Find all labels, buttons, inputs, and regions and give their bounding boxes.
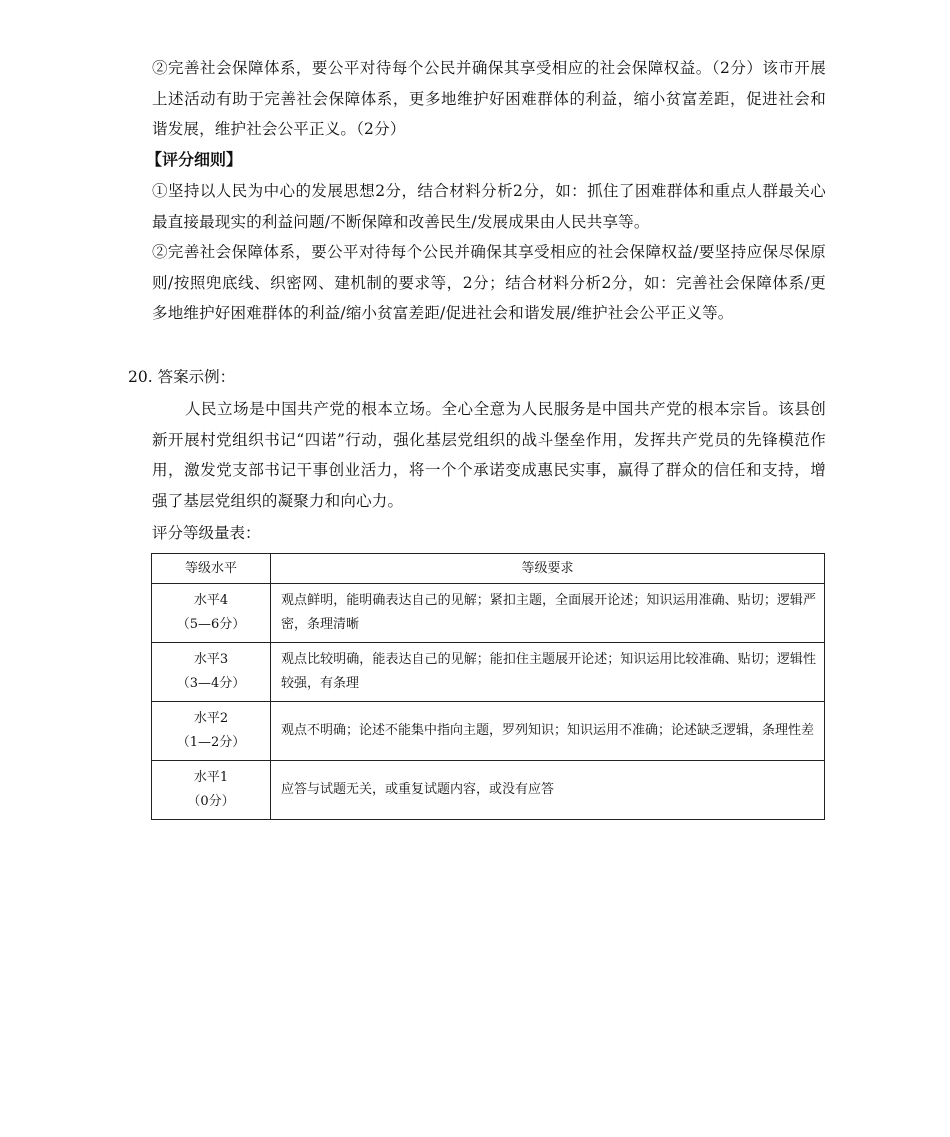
level-name: 水平1 [193,770,229,785]
level-score: （5—6分） [176,617,246,632]
answer-paragraph-2: ②完善社会保障体系，要公平对待每个公民并确保其享受相应的社会保障权益。（2分）该市开展上述活动有助于完善社会保障体系，更多地维护好困难群体的利益，缩小贫富差距，促进社会和谐发展，维护社会公平正义。（2分） [152,59,826,138]
scoring-rules-heading: 【评分细则】 [146,150,243,169]
level-score: （3—4分） [176,676,246,691]
level-cell [152,643,271,702]
scoring-rule-1: ①坚持以人民为中心的发展思想2分，结合材料分析2分，如：抓住了困难群体和重点人群最关心最直接最现实的利益问题/不断保障和改善民生/发展成果由人民共享等。 [152,182,826,231]
level-cell [152,761,271,820]
table-row [152,584,825,643]
level-cell [152,584,271,643]
header-requirement: 等级要求 [271,554,825,584]
answer-example-paragraph: 人民立场是中国共产党的根本立场。全心全意为人民服务是中国共产党的根本宗旨。该县创新开展村党组织书记“四诺”行动，强化基层党组织的战斗堡垒作用，发挥共产党员的先锋模范作用，激发党支部书记干事创业活力，将一个个承诺变成惠民实事，赢得了群众的信任和支持，增强了基层党组织的凝聚力和向心力。 [152,400,826,510]
requirement-cell: 应答与试题无关，或重复试题内容，或没有应答 [271,761,825,820]
level-name: 水平2 [193,711,229,726]
requirement-cell: 观点鲜明，能明确表达自己的见解；紧扣主题，全面展开论述；知识运用准确、贴切；逻辑严密，条理清晰 [271,584,825,643]
table-row [152,643,825,702]
table-header-row [152,554,825,584]
level-score: （1—2分） [176,735,246,750]
requirement-cell: 观点比较明确，能表达自己的见解；能扣住主题展开论述；知识运用比较准确、贴切；逻辑性较强，有条理 [271,643,825,702]
level-cell [152,702,271,761]
question-20-label: 20. 答案示例： [128,368,236,386]
scoring-rule-2: ②完善社会保障体系，要公平对待每个公民并确保其享受相应的社会保障权益/要坚持应保尽保原则/按照兜底线、织密网、建机制的要求等，2分；结合材料分析2分，如：完善社会保障体系/更多地维护好困难群体的利益/缩小贫富差距/促进社会和谐发展/维护社会公平正义等。 [152,243,826,322]
header-level: 等级水平 [152,554,271,584]
level-score: （0分） [187,794,235,809]
grading-scale-table [151,553,825,820]
grading-scale-title: 评分等级量表： [152,524,261,542]
table-row [152,761,825,820]
level-name: 水平4 [193,593,229,608]
table-row [152,702,825,761]
level-name: 水平3 [193,652,229,667]
requirement-cell: 观点不明确；论述不能集中指向主题，罗列知识；知识运用不准确；论述缺乏逻辑，条理性差 [271,702,825,761]
